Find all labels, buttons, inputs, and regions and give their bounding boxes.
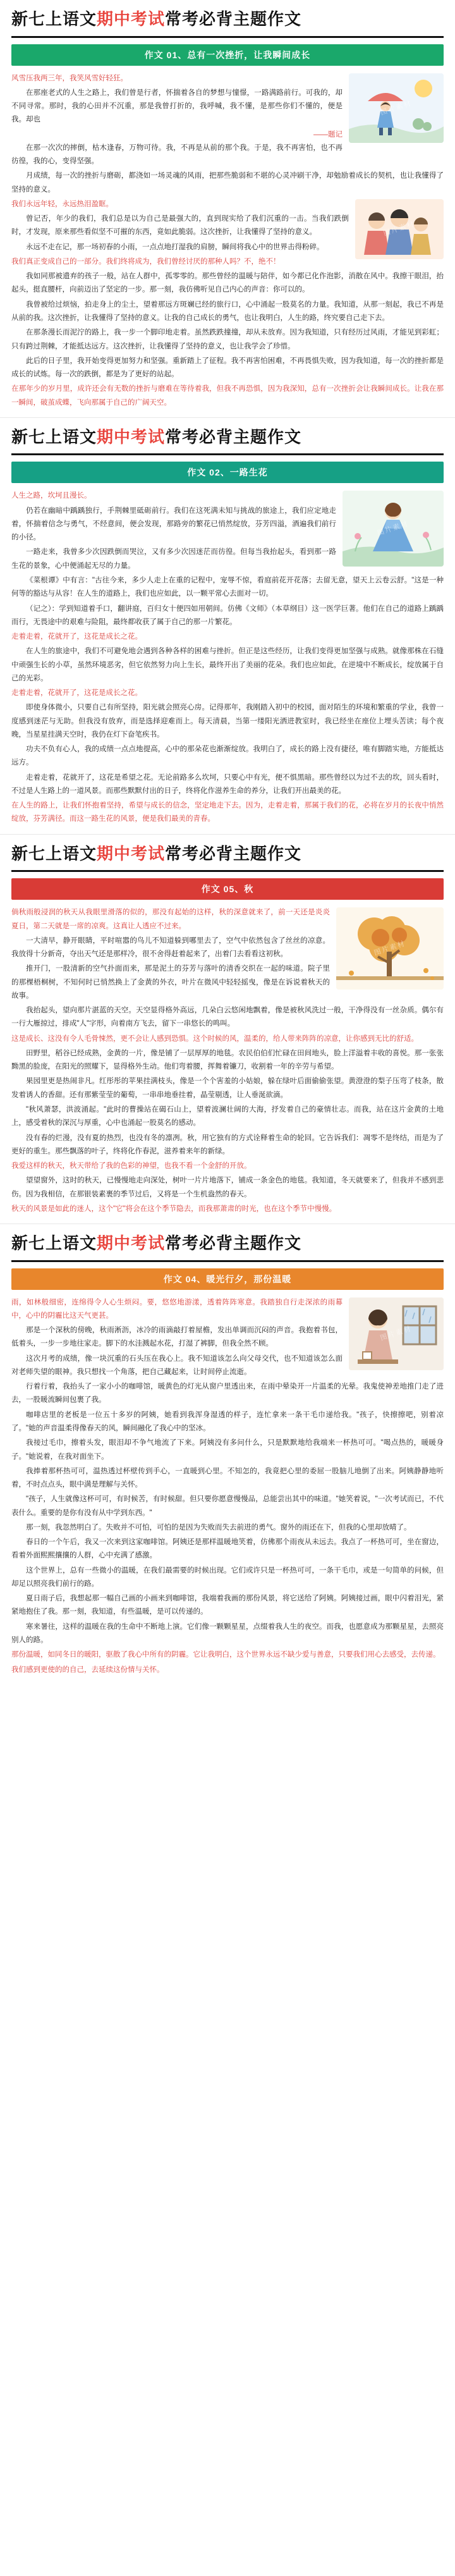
paragraph: 月成绩，每一次的挫折与磨砺，都浇如一场灵魂的风雨，把那些脆弱和不堪的心灵冲刷干净，却勉励着成长的契机，也让我懂得了坚持的意义。 bbox=[11, 172, 444, 193]
paragraph: 一大清早，静开眼睛，平时喧嚣的鸟儿不知道躲到哪里去了，空气中依然包含了丝丝的凉意。我放得十分新奇，夺出天气还是那样冷，很不舍得赶着起来了，出着门去看看这初秋。 bbox=[11, 936, 330, 959]
paragraph: 在那一次次的摔倒，枯木逢春，万物可待。我，不再是从前的那个我。于是，我不再害怕，也不再彷徨，我的心，变得坚强。 bbox=[11, 144, 343, 166]
illustration-girl-umbrella bbox=[349, 73, 444, 143]
paragraph: 曾记否，年少的我们，我们总是以为自己是最强大的，直到现实给了我们沉重的一击。当我们跌倒时，才发现，原来那些看似坚不可摧的东西，竟如此脆弱。这次挫折，让我懂得了坚持的意义。 bbox=[11, 215, 349, 236]
paragraph: 我们真正变成自己的一部分。我们终将成为，我们曾经讨厌的那种人吗？不，绝不！ bbox=[11, 257, 281, 266]
title-part-1: 新七上语文 bbox=[11, 843, 97, 863]
illustration-girl-window-rain bbox=[349, 1297, 444, 1370]
paragraph: 走着走着，花就开了，这花是希望之花。无论前路多么坎坷，只要心中有光，便不惧黑暗。那些曾经以为过不去的坎，回头看时，不过是人生路上的一道风景。而那些默默付出的日子，终将化作滋养生命的养分，让我们开出最美的花。 bbox=[11, 773, 444, 795]
title-part-2: 期中考试 bbox=[97, 1234, 166, 1253]
illustration-family-group bbox=[355, 199, 444, 259]
paragraph: 这个世界上，总有一些微小的温暖，在我们最需要的时候出现。它们或许只是一杯热可可，一条干毛巾，或是一句简单的问候，但却足以照亮我们前行的路。 bbox=[11, 1566, 444, 1588]
essay-banner: 作文 04、暖光行夕，那份温暖 bbox=[11, 1268, 444, 1290]
paragraph: 咖啡店里的老板是一位五十多岁的阿姨，她看到我浑身湿透的样子，连忙拿来一条干毛巾递给我。"孩子，快擦擦吧，别着凉了。"她的声音温柔得像春天的风，瞬间融化了我心中的坚冰。 bbox=[11, 1411, 444, 1432]
paragraph: 我们永远年轻，永远热泪盈眶。 bbox=[11, 200, 113, 208]
paragraph: 在那座老式的人生之路上，我们曾是行者，怀揣着各自的梦想与憧憬，一路满路前行。可我的，却不同寻常。那时，我的心田并不沉重，那是我曾打折的，我呼喊，我不懂，是那些你们不懂的，便是我。却也 bbox=[11, 89, 343, 124]
page-title bbox=[11, 9, 444, 30]
page-header bbox=[0, 1224, 455, 1258]
title-part-2: 期中考试 bbox=[97, 843, 166, 863]
paragraph: 我接过毛巾，擦着头发，眼泪却不争气地流了下来。阿姨没有多问什么，只是默默地给我端来一杯热可可。"喝点热的，暖暖身子。"她说着，在我对面坐下。 bbox=[11, 1439, 444, 1461]
paragraph: 《菜根谭》中有言："古往今来，多少人走上在重的记程中，宠辱不惊，看庭前花开花落；去留无意，望天上云卷云舒。"这是一种何等的豁达与从容！在人生的道路上，我们也应如此，以一颗平常心去面对一切。 bbox=[11, 576, 444, 598]
paragraph: "孩子，人生就像这杯可可，有时候苦，有时候甜。但只要你愿意慢慢品，总能尝出其中的味道。"她笑着说，"一次考试而已，不代表什么。重要的是你有没有从中学到东西。" bbox=[11, 1495, 444, 1517]
paragraph: 我抬起头，望向那片湛蓝的天空。天空显得格外高远，几朵白云悠闲地飘着，像是被秋风洗过一般，干净得没有一丝杂质。偶尔有一行大雁掠过，排成"人"字形，向着南方飞去，留下一串悠长的鸣叫。 bbox=[11, 1007, 444, 1028]
essay-banner: 作文 02、一路生花 bbox=[11, 462, 444, 483]
paragraph: 没有春的烂漫，没有夏的热烈，也没有冬的凛冽。秋，用它独有的方式诠释着生命的轮回。它告诉我们：凋零不是终结，而是为了更好的重生。那些飘落的叶子，终将化作春泥，滋养着来年的新绿。 bbox=[11, 1134, 444, 1155]
paragraph: 我曾被给过烦恼，拍走身上的尘土，望着那远方斑斓已经的旅行口，心中涌起一股莫名的力量。我知道，从那一刻起，我已不再是从前的我。这次挫折，让我懂得了坚持的意义。让我的自己成长的勇气，也让我明白，人生的路，终究要自己走下去。 bbox=[11, 300, 444, 322]
paragraph: "秋风萧瑟，洪波涌起。"此时的曹操站在碣石山上，望着波澜壮阔的大海，抒发着自己的豪情壮志。而我，站在这片金黄的土地上，感受着秋的深沉与厚重，心中也涌起一股莫名的感动。 bbox=[11, 1105, 444, 1127]
paragraph: 仍若在幽暗中踽踽独行，手荆棘里砥砺前行。我们在这死满未知与挑战的旅途上，我们应定地走着，怀揣着信念与勇气，不经意间，便会发现，那路旁的繁花已悄然绽放，芬芳四溢，酒遍我们前行的小径。 bbox=[11, 506, 336, 542]
paragraph: 秋天的风景是如此的迷人，这个"它"将会在这个季节隐去，而我那萧肃的时光，也在这个季节中慢慢。 bbox=[11, 1205, 337, 1213]
title-divider bbox=[11, 453, 444, 455]
watermark: 图片素材 bbox=[379, 99, 413, 117]
watermark: 图片素材 bbox=[382, 220, 416, 238]
title-part-3: 常考必背主题作文 bbox=[165, 843, 302, 863]
paragraph: 寒来暑往，这样的温暖在我的生命中不断地上演。它们像一颗颗星星，点缀着我人生的夜空。而我，也愿意成为那颗星星，去照亮别人的路。 bbox=[11, 1622, 444, 1644]
paragraph: 望望窗外，这时的秋天，已慢慢地走向深处，树叶一片片地落下，铺成一条金色的地毯。我知道，冬天就要来了，但我并不感到悲伤。因为我相信，在那银装素裹的季节过后，又将是一个生机盎然的春天。 bbox=[11, 1177, 444, 1198]
paragraph: 推开门，一股清新的空气扑面而来，那是泥土的芬芳与落叶的清香交织在一起的味道。院子里的那棵梧桐树，不知何时已悄然换上了金黄的外衣，叶片在微风中轻轻摇曳，像是在诉说着秋天的故事。 bbox=[11, 965, 330, 1000]
paragraph: 在那条漫长而泥泞的路上，我一步一个脚印地走着。虽然跌跌撞撞，却从未放弃。因为我知道，只有经历过风雨，才能见到彩虹；只有跨过荆棘，才能抵达远方。这次挫折，让我懂得了坚持的意义，也让我学会了珍惜。 bbox=[11, 329, 444, 350]
paragraph: 那一刻，我忽然明白了。失败并不可怕，可怕的是因为失败而失去前进的勇气。窗外的雨还在下，但我的心里却放晴了。 bbox=[26, 1523, 411, 1531]
paragraph: 在那年少的岁月里，成许还会有无数的挫折与磨难在等待着我，但我不再恐惧，因为我深知，总有一次挫折会让我瞬间成长。让我在那一瞬间，破茧成蝶，飞向那属于自己的广阔天空。 bbox=[11, 385, 444, 407]
paragraph: 风雪压我两三年，我笑风雪好轻狂。 bbox=[11, 74, 128, 82]
paragraph: 这是成长、这没有令人毛骨悚然，更不会让人感到恐惧。这个时候的风，温柔的，给人带来阵阵的凉意，让你感到无比的舒适。 bbox=[11, 1034, 418, 1043]
paragraph: 走着走着，花就开了，这花是成长之花。 bbox=[11, 633, 142, 641]
paragraph: 春日的一个午后，我又一次来到这家咖啡馆。阿姨还是那样温暖地笑着，仿佛那个雨夜从未远去。我点了一杯热可可，坐在窗边，看着外面熙熙攘攘的人群，心中充满了感激。 bbox=[11, 1538, 444, 1560]
title-part-2: 期中考试 bbox=[97, 9, 166, 28]
title-divider bbox=[11, 1260, 444, 1262]
paragraph: （记之）：学到知道着手口，翻讲庭，百归女十便四如用朝间。仿佛《文师》（本草纲目）这一医学巨著。他们在自己的道路上踽踽而行，无畏途中的艰难与险阻，最终都收获了属于自己的那一片繁花。 bbox=[11, 604, 444, 626]
paragraph: 一路走来，我曾多少次因跌倒而哭泣，又有多少次因迷茫而彷徨。但每当我抬起头，看到那一路生花的景象，心中便涌起无尽的力量。 bbox=[11, 548, 336, 570]
title-part-3: 常考必背主题作文 bbox=[165, 1234, 302, 1253]
paragraph: 那份温暖，如同冬日的暖阳，驱散了我心中所有的阴霾。它让我明白，这个世界永远不缺少爱与善意，只要我们用心去感受，去传递。 bbox=[11, 1651, 440, 1659]
paragraph: 我如同那被遗弃的孩子一般，站在人群中，孤零零的。那些曾经的温暖与陪伴，如今都已化作泡影，消散在风中。我擦干眼泪，抬起头，挺直腰杆，向前迈出了坚定的一步。那一刻，我仿佛听见自己内心的声音：你可以的。 bbox=[11, 273, 444, 294]
paragraph: 行着行着，我抬头了一家小小的咖啡馆，暖黄色的灯光从窗户里透出来，在雨中晕染开一片温柔的光晕。我鬼使神差地推门走了进去，一股暖流瞬间包裹了我。 bbox=[11, 1383, 444, 1404]
page-header bbox=[0, 0, 455, 34]
illustration-autumn-tree bbox=[336, 907, 444, 990]
paragraph: 那是一个深秋的傍晚，秋雨淅沥，冰冷的雨滴敲打着屋檐，发出单调而沉闷的声音。我抱着书包，低着头，一步一步地往家走。脚下的水洼溅起水花，打湿了裤脚，但我全然不顾。 bbox=[11, 1327, 343, 1348]
paragraph: 在人生的旅途中，我们不可避免地会遇到各种各样的困难与挫折。但正是这些经历，让我们变得更加坚强与成熟。就像那株在石缝中顽强生长的小草，虽然环境恶劣，但它依然努力向上生长，最终开出了美丽的花朵。我们也应如此，在逆境中不断成长，绽放属于自己的光彩。 bbox=[11, 647, 444, 682]
title-part-2: 期中考试 bbox=[97, 427, 166, 446]
page-1 bbox=[0, 0, 455, 417]
title-part-1: 新七上语文 bbox=[11, 1234, 97, 1253]
page-title bbox=[11, 427, 444, 448]
title-divider bbox=[11, 36, 444, 38]
page-3 bbox=[0, 834, 455, 1224]
essay-body-3 bbox=[0, 906, 455, 1216]
essay-body-2 bbox=[0, 489, 455, 826]
watermark: 图片素材 bbox=[376, 520, 410, 537]
page-header bbox=[0, 835, 455, 868]
essay-banner: 作文 01、总有一次挫折，让我瞬间成长 bbox=[11, 44, 444, 66]
page-title bbox=[11, 1233, 444, 1254]
illustration-princess bbox=[343, 491, 444, 567]
signature: ——题记 bbox=[313, 130, 343, 138]
paragraph: 即使身体微小，只要自己有所坚持，阳光就会照亮心房。记得那年，我刚踏入初中的校园，面对陌生的环境和繁重的学业，我曾一度感到迷茫与无助。但我没有放弃，而是选择迎难而上。每天清晨，当第一缕阳光洒进教室时，我已经坐在座位上埋头苦读；每个夜晚，当星星挂满天空时，我仍在灯下奋笔疾书。 bbox=[11, 704, 444, 739]
title-part-3: 常考必背主题作文 bbox=[165, 9, 302, 28]
paragraph: 永远不走在记，那一场初春的小雨，一点点地打湿我的肩膀，瞬间将我心中的世界击得粉碎。 bbox=[26, 243, 324, 251]
paragraph: 果园里更是热闹非凡。红彤彤的苹果挂满枝头，像是一个个害羞的小姑娘，躲在绿叶后面偷偷张望。黄澄澄的梨子压弯了枝条，散发着诱人的香甜。还有那紫莹莹的葡萄，一串串地垂挂着，晶莹剔透，让人垂涎欲滴。 bbox=[11, 1077, 444, 1099]
essay-body-4 bbox=[0, 1296, 455, 1677]
watermark: 图片素材 bbox=[379, 1325, 413, 1342]
paragraph: 这次月考的成绩，像一块沉重的石头压在我心上。我不知道该怎么向父母交代，也不知道该怎么面对老师失望的眼神。我只想找一个角落，把自己藏起来，让时间停止流逝。 bbox=[11, 1354, 343, 1376]
paragraph: 我们感到更使的的自己，去延续这份情与关怀。 bbox=[11, 1665, 164, 1674]
title-part-1: 新七上语文 bbox=[11, 427, 97, 446]
watermark: 图片素材 bbox=[373, 940, 407, 957]
paragraph: 此后的日子里，我开始变得更加努力和坚强。重新踏上了征程。我不再害怕困难，不再畏惧失败，因为我知道，每一次的挫折都是成长的试炼。每一次的跌倒，都是为了更好的站起。 bbox=[11, 357, 444, 379]
page-title bbox=[11, 843, 444, 864]
paragraph: 雨，如林般细密，连绵得令人心生烦闷。要，悠悠地游漾，透着阵阵寒意。我踏独自行走深浓的雨幕中，心中的阴霾比这天气更甚。 bbox=[11, 1298, 343, 1320]
paragraph: 倘秋雨般浸润的秋天从我眼里滑落的似的，那没有起始的这样，秋的深意就来了，前一天还是炎炎夏日，第二天就是一席的凉爽。这真让人透应不过来。 bbox=[11, 909, 330, 930]
page-2 bbox=[0, 417, 455, 834]
paragraph: 在人生的路上，让我们怀抱着坚持，希望与成长的信念，坚定地走下去。因为，走着走着，那属于我们的花，必将在岁月的长夜中悄然绽放，芬芳满径。而这一路生花的风景，便是我们最美的青春。 bbox=[11, 802, 444, 823]
essay-banner: 作文 05、秋 bbox=[11, 878, 444, 900]
page-header bbox=[0, 418, 455, 451]
paragraph: 功夫不负有心人，我的成绩一点点地提高，心中的那朵花也渐渐绽放。我明白了，成长的路上没有捷径，唯有脚踏实地，方能抵达远方。 bbox=[11, 745, 444, 767]
paragraph: 人生之路，坎坷且漫长。 bbox=[11, 492, 92, 500]
title-part-1: 新七上语文 bbox=[11, 9, 97, 28]
essay-body-1 bbox=[0, 72, 455, 410]
paragraph: 我爱这样的秋天，秋天带给了我的色彩的神望，也我不看一个金舒的开放。 bbox=[11, 1162, 252, 1170]
paragraph: 我捧着那杯热可可，温热透过杯壁传到手心，一直暖到心里。不知怎的，我竟把心里的委屈一股脑儿地倒了出来。阿姨静静地听着，不时点点头，眼中满是理解与关怀。 bbox=[11, 1467, 444, 1489]
title-part-3: 常考必背主题作文 bbox=[165, 427, 302, 446]
page-4 bbox=[0, 1224, 455, 1684]
title-divider bbox=[11, 870, 444, 872]
paragraph: 田野里，稻谷已经成熟，金黄的一片，像是铺了一层厚厚的地毯。农民伯伯们忙碌在田间地头，脸上洋溢着丰收的喜悦。那一张张黝黑的脸庞，在阳光的照耀下，显得格外生动。他们弯着腰，挥舞着镰刀，收割着一年的辛劳与希望。 bbox=[11, 1049, 444, 1071]
paragraph: 走着走着，花就开了，这花是成长之花。 bbox=[11, 689, 142, 697]
paragraph: 夏日雨子后，我想起那一幅自己画的小画来到咖啡馆，我端着我画的那份风景，将它送给了阿姨。阿姨接过画，眼中闪着泪光，紧紧地抱住了我。那一刻，我知道，有些温暖，是可以传递的。 bbox=[11, 1595, 444, 1616]
